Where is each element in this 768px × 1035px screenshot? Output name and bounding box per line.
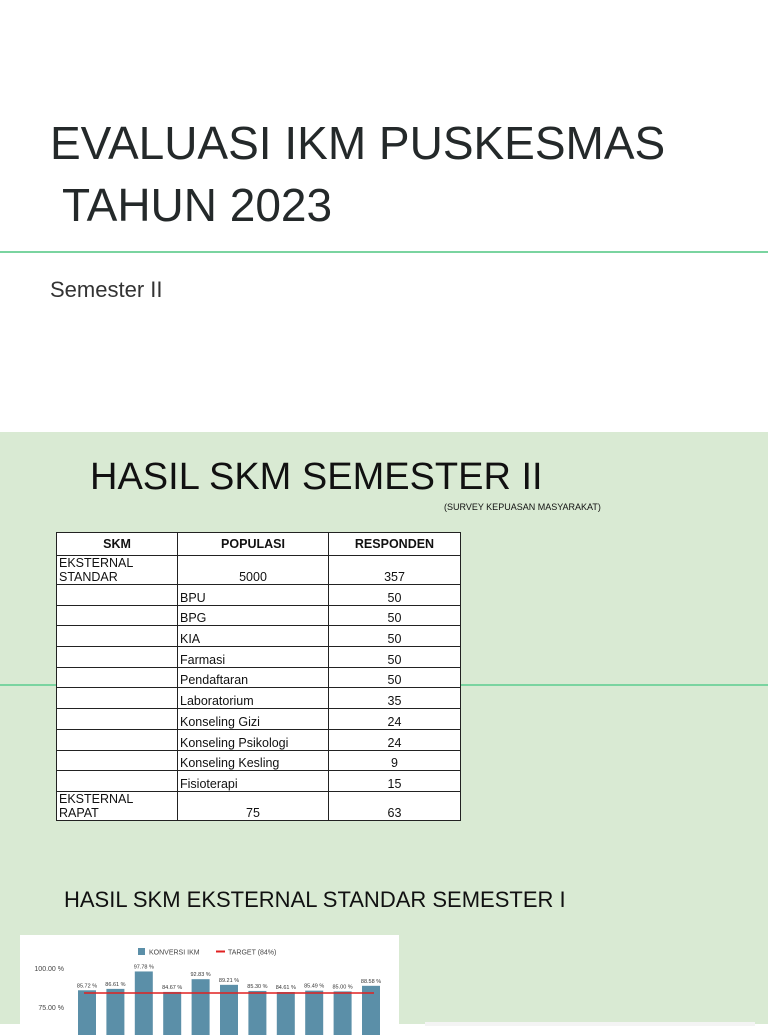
responden-cell: 9 (329, 750, 461, 771)
subtitle: Semester II (50, 277, 163, 302)
responden-cell: 50 (329, 647, 461, 668)
survey-note: (SURVEY KEPUASAN MASYARAKAT) (444, 502, 601, 512)
bar-value-label: 85.49 % (304, 983, 325, 990)
bar-value-label: 88.58 % (360, 978, 382, 985)
responden-cell: 24 (329, 709, 461, 730)
bar-value-label: 85.00 % (332, 984, 353, 991)
divider-line (0, 251, 768, 253)
responden-cell: 24 (329, 729, 461, 750)
bar-value-label: 86.61 % (105, 981, 126, 988)
unit-name: Farmasi (178, 647, 329, 668)
bar (78, 990, 96, 1035)
table-row (57, 556, 461, 585)
bar-value-label: 92.83 % (190, 972, 211, 979)
y-tick-label: 75.00 % (38, 1005, 64, 1012)
col-header-responden: RESPONDEN (329, 533, 461, 556)
unit-name: Pendaftaran (178, 667, 329, 688)
table-row (57, 585, 461, 606)
bar-value-label: 85.30 % (247, 983, 268, 990)
bar (334, 991, 352, 1035)
col-header-skm: SKM (57, 533, 178, 556)
legend-label-target: TARGET (84%) (228, 949, 277, 957)
table-row (57, 667, 461, 688)
legend-swatch-ikm (138, 948, 145, 955)
bar (106, 989, 124, 1035)
bar (163, 992, 181, 1035)
table-row (57, 647, 461, 668)
table-row (57, 709, 461, 730)
table-row (57, 688, 461, 709)
bar-value-label: 84.61 % (275, 985, 296, 992)
ikm-chart (20, 935, 399, 1035)
respondent-table (56, 532, 461, 821)
bar (248, 991, 266, 1035)
unit-name: KIA (178, 626, 329, 647)
unit-name: Konseling Kesling (178, 750, 329, 771)
row-label: EKSTERNAL RAPAT (57, 791, 178, 820)
chart-legend (138, 948, 276, 957)
responden-cell: 15 (329, 771, 461, 792)
results-slide (0, 432, 768, 1024)
bar (135, 971, 153, 1035)
bar-value-label: 89.21 % (218, 977, 240, 984)
bar-chart-svg (20, 935, 399, 1035)
bar (192, 979, 210, 1035)
responden-cell: 50 (329, 605, 461, 626)
table-row (57, 626, 461, 647)
responden-cell: 63 (329, 791, 461, 820)
table-row (57, 729, 461, 750)
unit-name: Konseling Gizi (178, 709, 329, 730)
unit-name: Fisioterapi (178, 771, 329, 792)
responden-cell: 50 (329, 585, 461, 606)
bar-value-label: 85.72 % (76, 983, 98, 990)
legend-label-ikm: KONVERSI IKM (149, 949, 200, 957)
responden-cell: 50 (329, 626, 461, 647)
bar-group (77, 964, 381, 1035)
section-title: HASIL SKM EKSTERNAL STANDAR SEMESTER I (64, 887, 566, 912)
table-header-row (57, 533, 461, 556)
populasi-cell: 75 (178, 791, 329, 820)
y-tick-label: 100.00 % (34, 966, 64, 973)
adjacent-slide-edge (425, 1022, 755, 1026)
bar (305, 991, 323, 1035)
responden-cell: 357 (329, 556, 461, 585)
table-row (57, 605, 461, 626)
unit-name: BPU (178, 585, 329, 606)
results-title: HASIL SKM SEMESTER II (90, 456, 543, 498)
unit-name: Konseling Psikologi (178, 729, 329, 750)
responden-cell: 50 (329, 667, 461, 688)
populasi-cell: 5000 (178, 556, 329, 585)
main-title: EVALUASI IKM PUSKESMAS TAHUN 2023 (50, 117, 666, 231)
row-label: EKSTERNAL STANDAR (57, 556, 178, 585)
title-slide (0, 0, 768, 432)
bar (277, 992, 295, 1035)
unit-name: Laboratorium (178, 688, 329, 709)
bar-value-label: 84.67 % (162, 984, 183, 991)
table-row (57, 771, 461, 792)
table-row (57, 750, 461, 771)
col-header-populasi: POPULASI (178, 533, 329, 556)
bar-value-label: 97.78 % (133, 964, 154, 971)
unit-name: BPG (178, 605, 329, 626)
table-row (57, 791, 461, 820)
responden-cell: 35 (329, 688, 461, 709)
